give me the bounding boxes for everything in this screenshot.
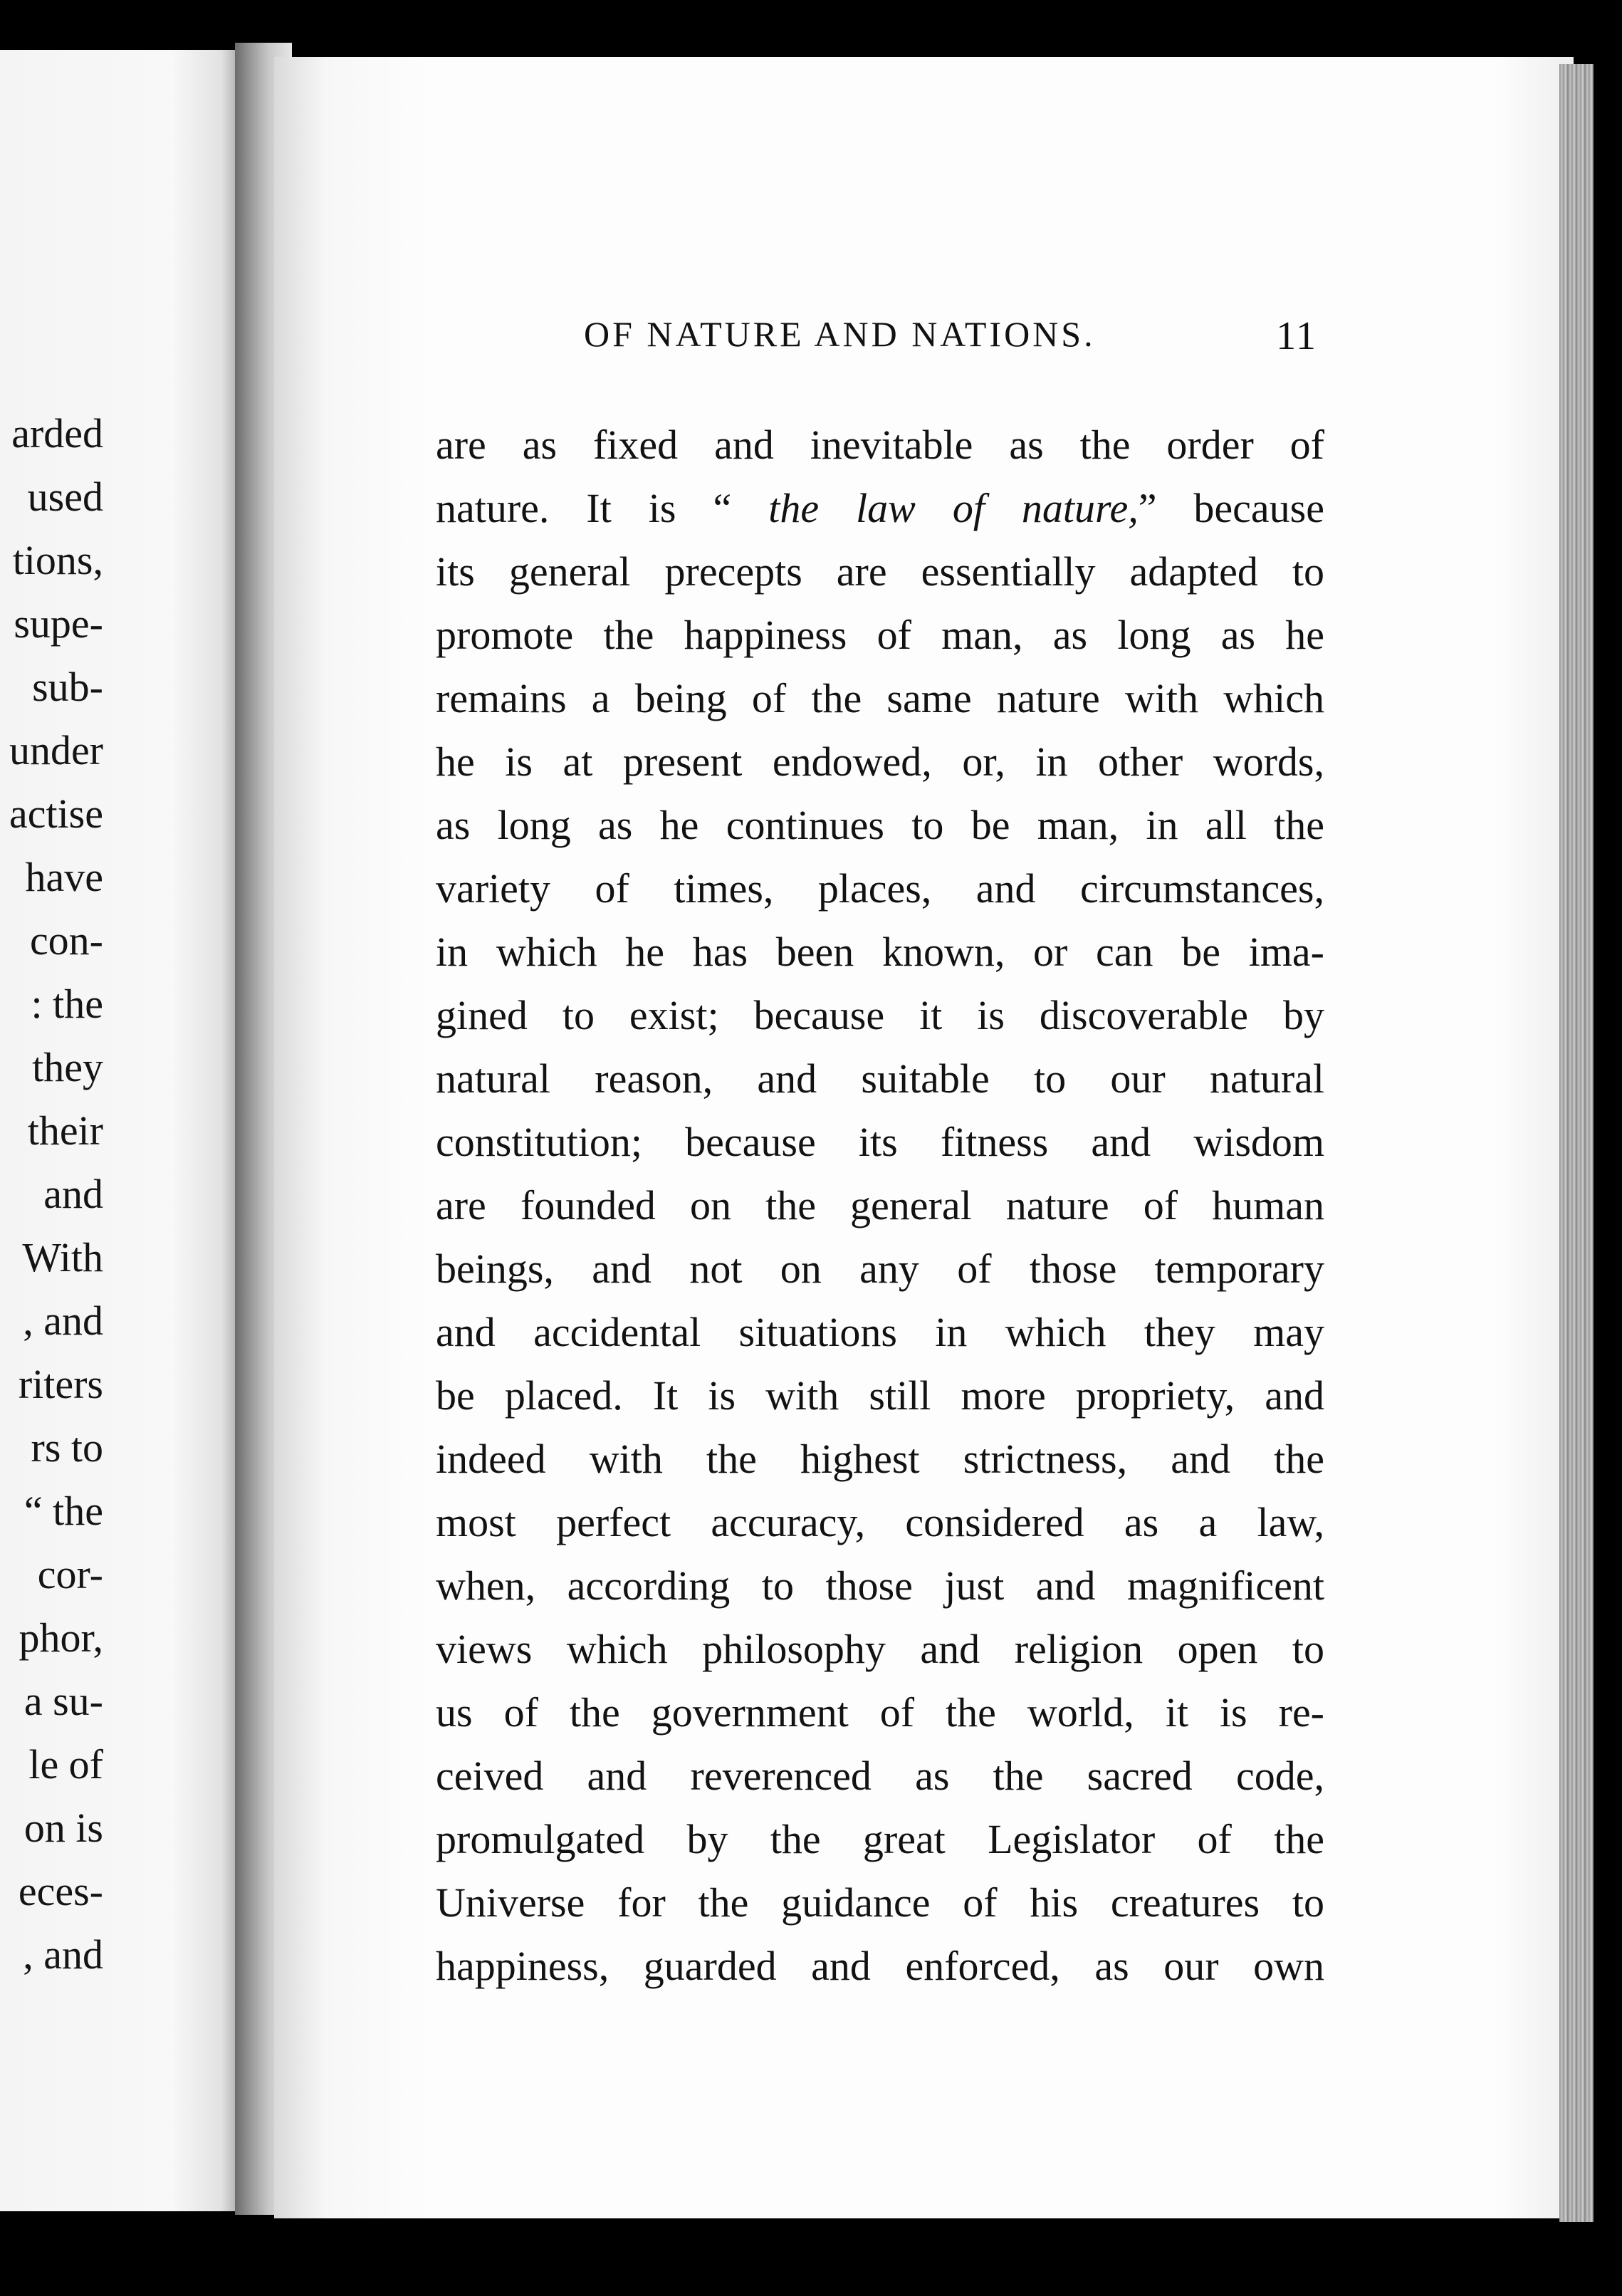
left-line: arded: [11, 410, 103, 456]
text-line: constitution; because its fitness and wisdom: [436, 1119, 1324, 1165]
left-line: actise: [9, 790, 103, 837]
left-line: have: [25, 854, 103, 900]
text-line: gined to exist; because it is discoverable by: [436, 992, 1324, 1038]
text-line: promote the happiness of man, as long as he: [436, 612, 1324, 658]
text-line: in which he has been known, or can be ima-: [436, 929, 1324, 975]
page-number: 11: [1276, 314, 1317, 358]
page-edges: [1559, 64, 1594, 2222]
text-line: are as fixed and inevitable as the order of: [436, 422, 1324, 468]
left-line: they: [32, 1044, 103, 1090]
text-line: views which philosophy and religion open to: [436, 1626, 1324, 1672]
text-line: variety of times, places, and circumstances,: [436, 865, 1324, 912]
left-line: riters: [18, 1361, 103, 1407]
text-line: happiness, guarded and enforced, as our own: [436, 1943, 1324, 1989]
text-line: be placed. It is with still more propriety, and: [436, 1372, 1324, 1419]
left-line: eces-: [18, 1868, 103, 1914]
text-line: Universe for the guidance of his creatures to: [436, 1879, 1324, 1926]
text-line: as long as he continues to be man, in all the: [436, 802, 1324, 848]
italic-phrase: the law of nature,: [768, 485, 1139, 531]
left-line: supe-: [14, 600, 103, 647]
text-line: indeed with the highest strictness, and the: [436, 1436, 1324, 1482]
text-line: remains a being of the same nature with which: [436, 675, 1324, 721]
left-line: their: [27, 1107, 103, 1154]
text-line: are founded on the general nature of human: [436, 1182, 1324, 1228]
left-line: : the: [31, 981, 103, 1027]
running-title: OF NATURE AND NATIONS.: [584, 314, 1096, 354]
left-line: , and: [23, 1931, 103, 1978]
text-line-with-italic: [436, 476, 1324, 540]
left-line: on is: [23, 1805, 103, 1851]
left-line: le of: [28, 1741, 103, 1788]
text-line: ceived and reverenced as the sacred code,: [436, 1753, 1324, 1799]
left-line: under: [9, 727, 103, 773]
text-line: natural reason, and suitable to our natural: [436, 1055, 1324, 1102]
text-fragment: nature. It is “: [436, 485, 769, 531]
left-line: a su-: [23, 1678, 103, 1724]
left-line: tions,: [12, 537, 103, 583]
left-line: con-: [29, 917, 103, 964]
running-head: [584, 313, 1317, 370]
left-line: , and: [23, 1298, 103, 1344]
text-fragment: ” because: [1138, 485, 1324, 531]
text-line: us of the government of the world, it is re-: [436, 1689, 1324, 1736]
text-line: and accidental situations in which they may: [436, 1309, 1324, 1355]
left-line: sub-: [32, 664, 103, 710]
left-line: used: [27, 474, 103, 520]
left-line: and: [43, 1171, 103, 1217]
left-line: With: [22, 1234, 103, 1280]
left-line: rs to: [31, 1424, 103, 1471]
left-facing-page: [0, 50, 246, 2211]
text-line: its general precepts are essentially adapted to: [436, 548, 1324, 595]
left-line: cor-: [37, 1551, 103, 1597]
left-line: phor,: [19, 1614, 103, 1661]
text-line: promulgated by the great Legislator of the: [436, 1816, 1324, 1862]
left-line: “ the: [23, 1488, 103, 1534]
text-line: when, according to those just and magnificent: [436, 1562, 1324, 1609]
text-line: he is at present endowed, or, in other words,: [436, 739, 1324, 785]
body-text: [436, 413, 1324, 1998]
text-line: beings, and not on any of those temporary: [436, 1246, 1324, 1292]
text-line: most perfect accuracy, considered as a law,: [436, 1499, 1324, 1545]
